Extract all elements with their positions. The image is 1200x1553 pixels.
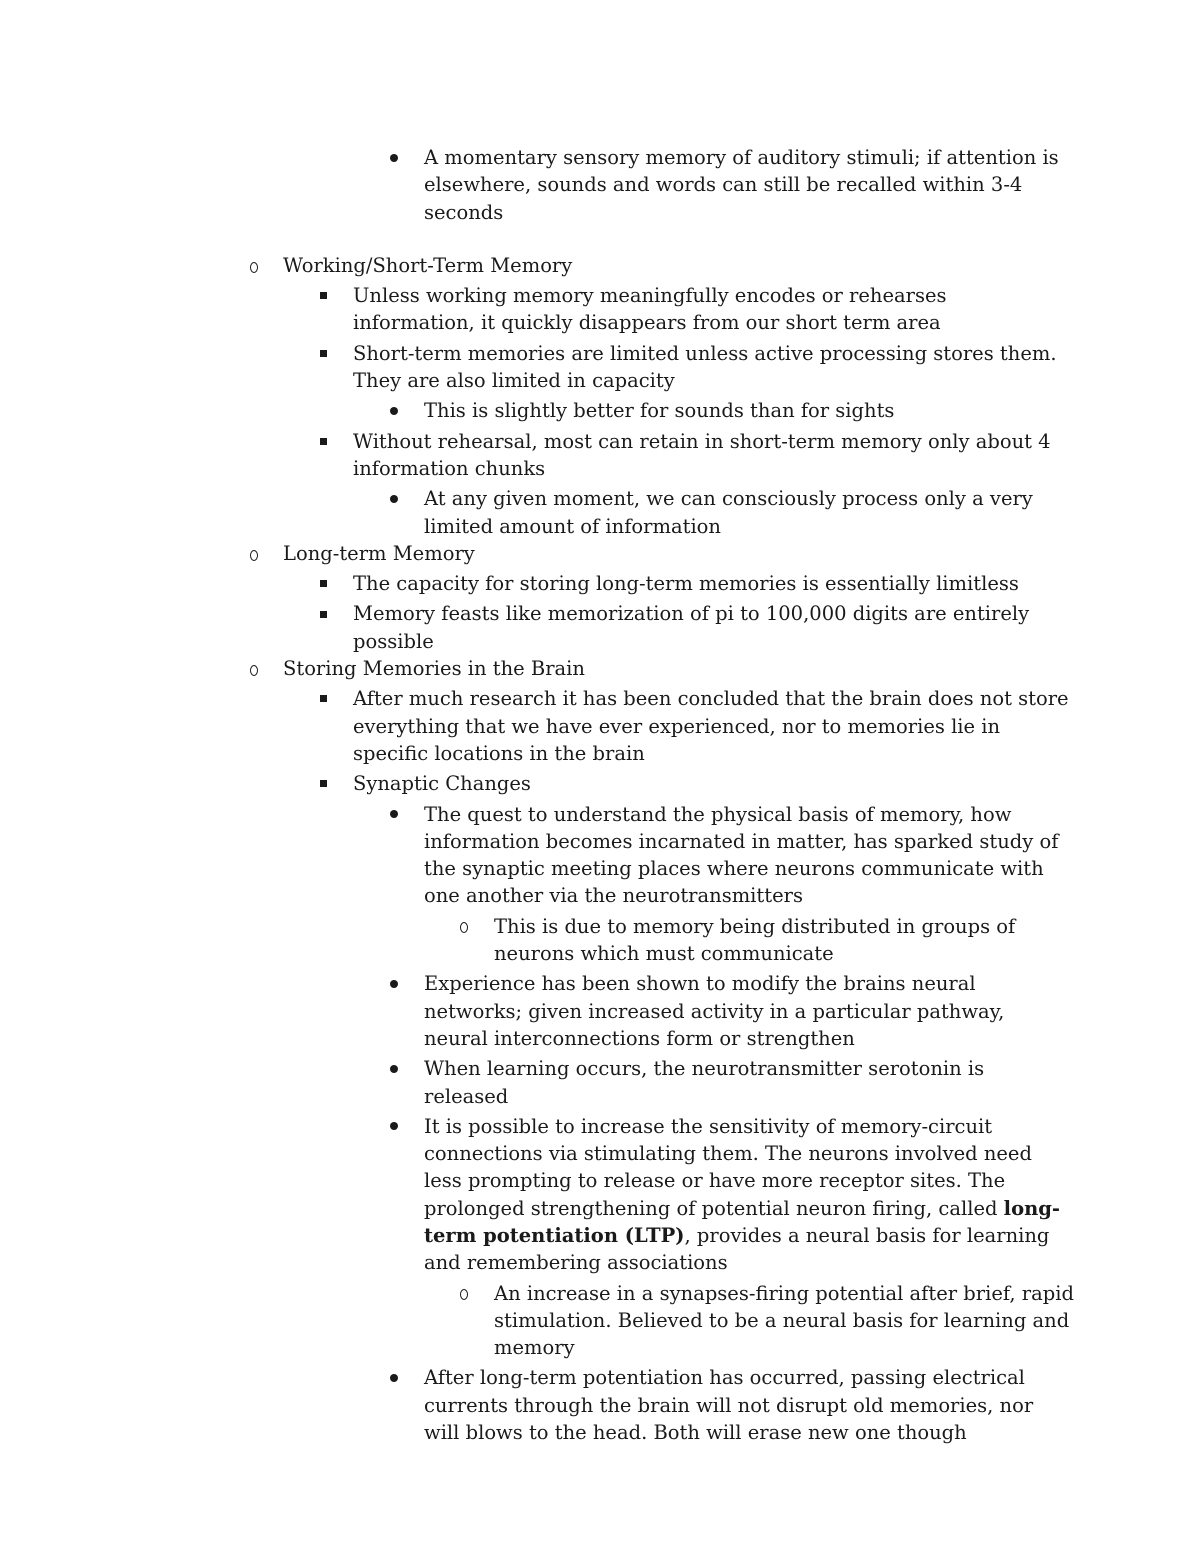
- outline-list: [0, 144, 1200, 1446]
- bullet-circle-icon: [244, 540, 264, 567]
- bullet-dot-icon: [384, 144, 404, 171]
- list-item-text: Memory feasts like memorization of pi to 100,000 digits are entirely possible: [353, 602, 1030, 653]
- list-item-text: Long-term Memory: [283, 541, 475, 565]
- bullet-dot-icon: [384, 970, 404, 997]
- list-item-text: The quest to understand the physical basis of memory, how information becomes incarnated in matter, has sparked study of the synaptic meeting places where neurons communicate with one another via the neurotransmitters: [424, 802, 1059, 908]
- list-item: [0, 1364, 1200, 1446]
- bullet-square-icon: [313, 600, 333, 627]
- list-item-text: After long-term potentiation has occurred, passing electrical currents through the brain will not disrupt old memories, nor will blows to the head. Both will erase new one though: [424, 1366, 1034, 1445]
- list-item: [0, 144, 1200, 226]
- list-item: [0, 685, 1200, 767]
- list-item-text: When learning occurs, the neurotransmitter serotonin is released: [424, 1057, 985, 1108]
- bullet-circle-icon: [244, 655, 264, 682]
- bold-term: long-term potentiation (LTP): [424, 1196, 1060, 1247]
- bullet-square-icon: [313, 428, 333, 455]
- list-item-text: An increase in a synapses-firing potential after brief, rapid stimulation. Believed to be a neural basis for learning and memory: [494, 1281, 1074, 1360]
- list-item-text: Unless working memory meaningfully encodes or rehearses information, it quickly disappears from our short term area: [353, 284, 947, 335]
- list-item: [0, 913, 1200, 968]
- bullet-dot-icon: [384, 1055, 404, 1082]
- bullet-circle-icon: [244, 252, 264, 279]
- bullet-dot-icon: [384, 801, 404, 828]
- list-item-text: Short-term memories are limited unless active processing stores them. They are also limited in capacity: [353, 341, 1057, 393]
- list-item-text: Without rehearsal, most can retain in short-term memory only about 4 information chunks: [353, 429, 1051, 480]
- list-item-text: The capacity for storing long-term memories is essentially limitless: [353, 572, 1019, 596]
- list-item: [0, 655, 1200, 682]
- list-item: [0, 570, 1200, 597]
- list-item-text: Storing Memories in the Brain: [283, 657, 585, 681]
- list-item-text: After much research it has been concluded that the brain does not store everything that we have ever experienced, nor to memories lie in specific locations in the brain: [353, 687, 1069, 765]
- bullet-dot-icon: [384, 397, 404, 424]
- list-item-text-part: , provides a neural basis for learning and remembering associations: [424, 1223, 1050, 1275]
- list-item: [0, 1113, 1200, 1277]
- list-item: [0, 1055, 1200, 1110]
- list-item: [0, 1280, 1200, 1362]
- bullet-square-icon: [313, 685, 333, 712]
- list-item: [0, 801, 1200, 910]
- list-item-text-part: It is possible to increase the sensitivity of memory-circuit connections via stimulating them. The neurons involved need less prompting to release or have more receptor sites. The prolonged strengthening of potential neuron firing, called: [424, 1114, 1032, 1220]
- list-item: [0, 485, 1200, 540]
- bullet-square-icon: [313, 570, 333, 597]
- bullet-square-icon: [313, 340, 333, 367]
- list-item: [0, 540, 1200, 567]
- list-item: [0, 397, 1200, 424]
- list-item: [0, 252, 1200, 279]
- list-item-text: [424, 1113, 1074, 1277]
- list-item-text: Experience has been shown to modify the brains neural networks; given increased activity in a particular pathway, neural interconnections form or strengthen: [424, 972, 1005, 1050]
- bullet-dot-icon: [384, 1113, 404, 1140]
- bullet-circle-icon: [454, 1280, 474, 1307]
- bullet-square-icon: [313, 770, 333, 797]
- list-item-text: A momentary sensory memory of auditory stimuli; if attention is elsewhere, sounds and words can still be recalled within 3-4 seconds: [424, 146, 1059, 224]
- list-item: [0, 282, 1200, 337]
- list-item: [0, 770, 1200, 797]
- list-item-text: This is slightly better for sounds than for sights: [424, 399, 895, 423]
- list-item: [0, 970, 1200, 1052]
- list-item-text: At any given moment, we can consciously process only a very limited amount of information: [424, 487, 1033, 538]
- list-item-text: Working/Short-Term Memory: [283, 253, 573, 277]
- list-item-text: Synaptic Changes: [353, 772, 531, 796]
- list-item: [0, 428, 1200, 483]
- bullet-square-icon: [313, 282, 333, 309]
- bullet-dot-icon: [384, 485, 404, 512]
- bullet-dot-icon: [384, 1364, 404, 1391]
- bullet-circle-icon: [454, 913, 474, 940]
- list-item: [0, 340, 1200, 395]
- list-item: [0, 600, 1200, 655]
- list-item-text: This is due to memory being distributed in groups of neurons which must communicate: [494, 914, 1016, 966]
